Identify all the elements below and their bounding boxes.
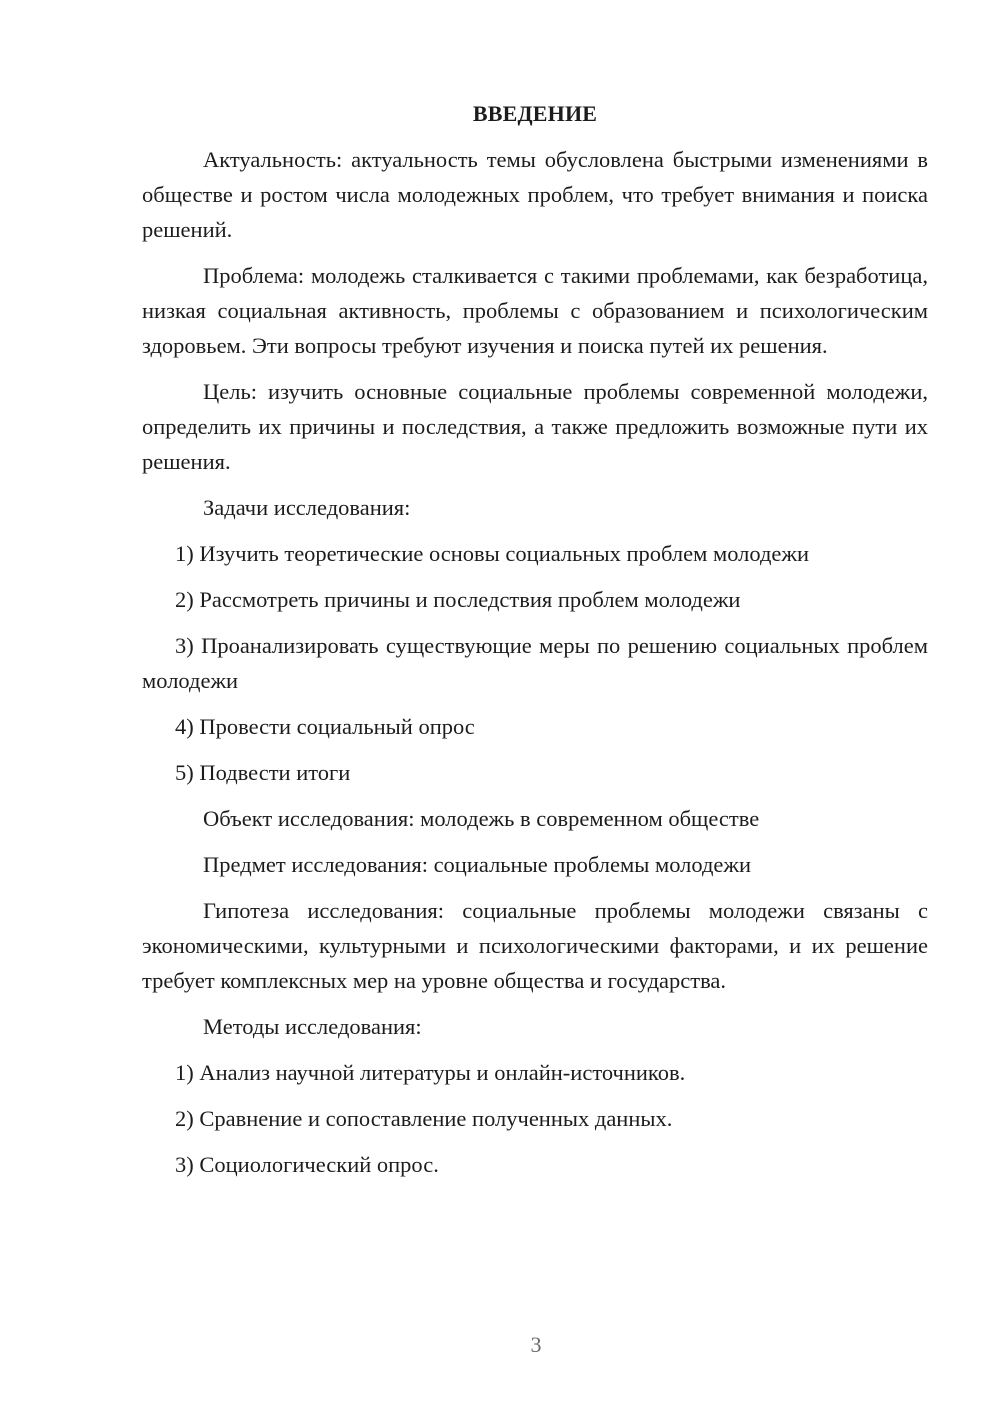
section-title: ВВЕДЕНИЕ — [472, 101, 598, 126]
paragraph-relevance: Актуальность: актуальность темы обусловлена быстрыми изменениями в обществе и ростом числа молодежных проблем, что требует внимания и поиска решений. — [142, 147, 928, 242]
task-item: 1) Изучить теоретические основы социальных проблем молодежи — [175, 541, 809, 566]
paragraph-tasks-heading: Задачи исследования: — [203, 495, 411, 520]
paragraph-goal: Цель: изучить основные социальные проблемы современной молодежи, определить их причины и последствия, а также предложить возможные пути их решения. — [142, 379, 928, 474]
page-number: 3 — [530, 1332, 542, 1357]
task-item: 4) Провести социальный опрос — [175, 714, 475, 739]
method-item: 2) Сравнение и сопоставление полученных данных. — [175, 1106, 673, 1131]
paragraph-subject: Предмет исследования: социальные проблемы молодежи — [203, 852, 751, 877]
method-item: 1) Анализ научной литературы и онлайн-источников. — [175, 1060, 686, 1085]
paragraph-object: Объект исследования: молодежь в современном обществе — [203, 806, 760, 831]
paragraph-hypothesis: Гипотеза исследования: социальные проблемы молодежи связаны с экономическими, культурными и психологическими факторами, и их решение требует комплексных мер на уровне общества и государства. — [142, 898, 928, 993]
task-item: 3) Проанализировать существующие меры по решению социальных проблем молодежи — [142, 633, 928, 693]
task-item: 2) Рассмотреть причины и последствия проблем молодежи — [175, 587, 741, 612]
paragraph-methods-heading: Методы исследования: — [203, 1014, 422, 1039]
method-item: 3) Социологический опрос. — [175, 1152, 439, 1177]
document-body — [142, 96, 928, 1193]
task-item: 5) Подвести итоги — [175, 760, 351, 785]
paragraph-problem: Проблема: молодежь сталкивается с такими проблемами, как безработица, низкая социальная активность, проблемы с образованием и психологическим здоровьем. Эти вопросы требуют изучения и поиска путей их решения. — [142, 263, 928, 358]
